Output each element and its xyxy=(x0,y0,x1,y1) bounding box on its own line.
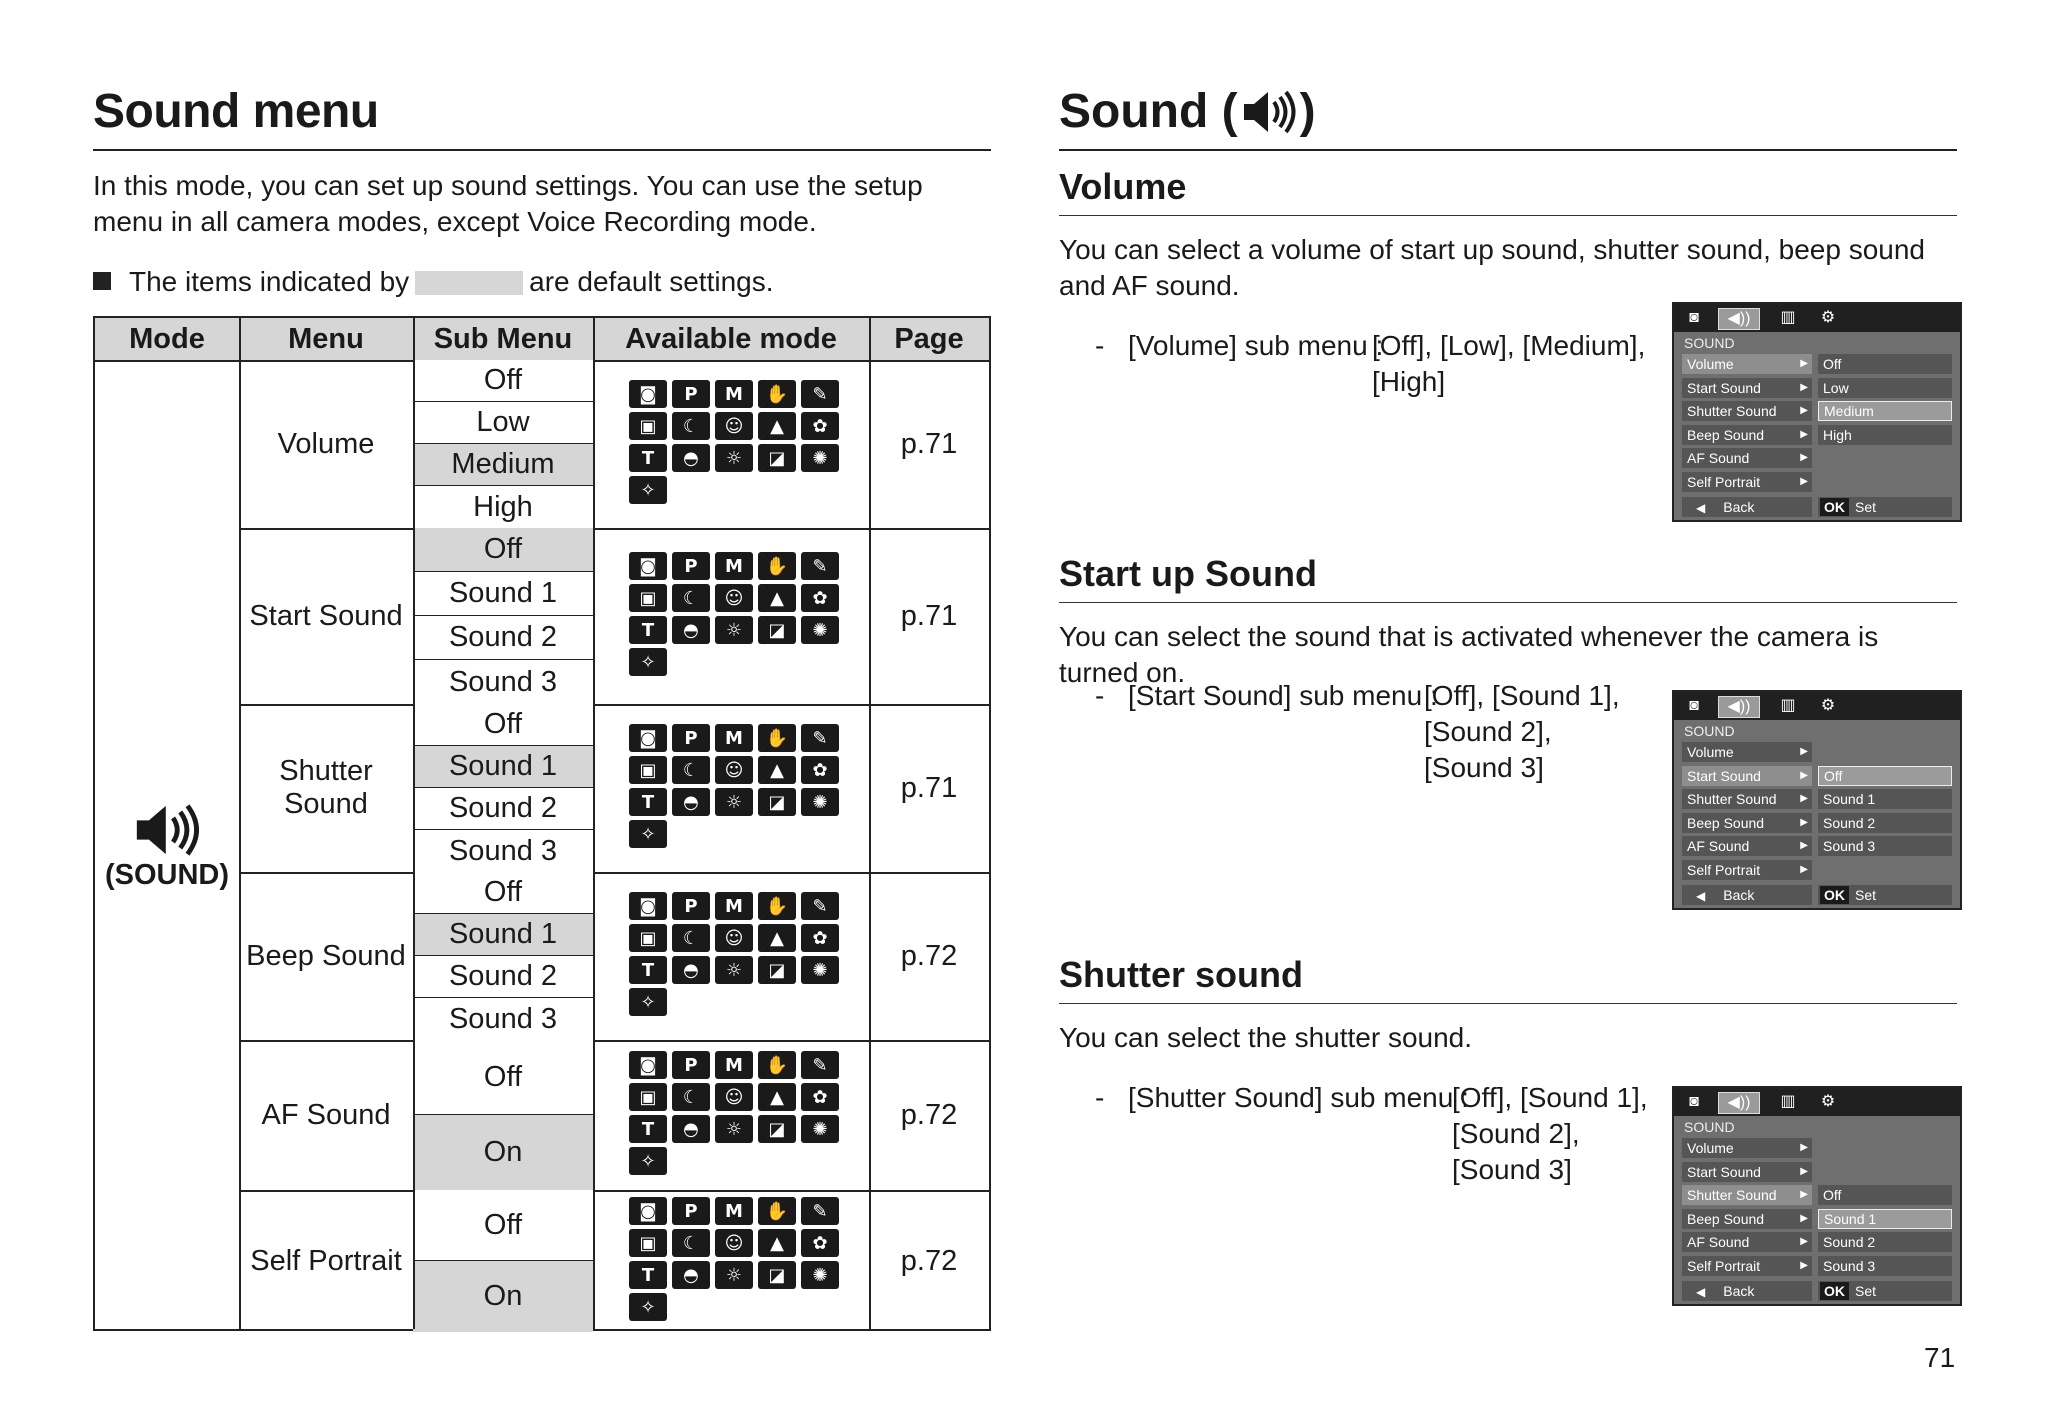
screen-arrow-right-icon: ▶ xyxy=(1800,840,1808,851)
table-submenu-cell: Sound 1 xyxy=(413,572,593,616)
screen-option: Sound 3 xyxy=(1818,1256,1952,1276)
mode-M-icon: M xyxy=(715,724,753,752)
page-number: 71 xyxy=(1924,1342,1956,1373)
table-submenu-cell: Low xyxy=(413,402,593,444)
table-submenu-cell: Sound 3 xyxy=(413,998,593,1040)
available-mode-icons xyxy=(629,892,839,1016)
screen-sound-tab-icon: ◀)) xyxy=(1718,696,1760,718)
screen-set-button xyxy=(1818,885,1952,905)
screen-camera-tab-icon: ◙ xyxy=(1689,1093,1699,1110)
beach-snow-icon: ✧ xyxy=(629,1147,667,1175)
screen-arrow-right-icon: ▶ xyxy=(1800,746,1808,757)
dis-icon: ✋ xyxy=(758,724,796,752)
portrait-icon: ☺ xyxy=(715,924,753,952)
program-icon: P xyxy=(672,552,710,580)
screen-display-tab-icon: ▥ xyxy=(1780,697,1796,714)
screen-settings-tab-icon: ⚙ xyxy=(1820,1093,1836,1110)
screen-back-button xyxy=(1682,497,1812,517)
photo-help-icon: ✎ xyxy=(801,1197,839,1225)
right-title-close: ) xyxy=(1299,85,1316,138)
movie-icon: ▣ xyxy=(629,756,667,784)
table-page-cell: p.72 xyxy=(900,1244,958,1277)
table-page-cell: p.71 xyxy=(900,427,958,460)
sunset-icon: ◓ xyxy=(672,1261,710,1289)
movie-icon: ▣ xyxy=(629,412,667,440)
night-icon: ☾ xyxy=(672,924,710,952)
section-heading-volume: Volume xyxy=(1059,166,1187,207)
table-menu-cell: Volume xyxy=(277,427,375,460)
auto-camera-icon: ◙ xyxy=(629,552,667,580)
table-submenu-cell: Sound 3 xyxy=(413,830,593,872)
table-menu-cell: Beep Sound xyxy=(246,939,406,972)
screen-camera-tab-icon: ◙ xyxy=(1689,309,1699,326)
screen-arrow-right-icon: ▶ xyxy=(1800,1165,1808,1177)
table-submenu-cell: Sound 2 xyxy=(413,956,593,998)
available-mode-icons xyxy=(629,1197,839,1321)
dis-icon: ✋ xyxy=(758,1197,796,1225)
screen-menu-item-label: Beep Sound xyxy=(1687,426,1765,443)
mode-label: (SOUND) xyxy=(104,858,230,891)
screen-menu-item xyxy=(1682,742,1812,762)
table-submenu-cell: On xyxy=(413,1261,593,1332)
screen-sound-tab-icon: ◀)) xyxy=(1718,308,1760,330)
screen-menu-item-label: Beep Sound xyxy=(1687,1210,1765,1227)
screen-caption: SOUND xyxy=(1684,723,1735,739)
portrait-icon: ☺ xyxy=(715,412,753,440)
screen-ok-key: OK xyxy=(1820,1282,1849,1300)
screen-option: Sound 2 xyxy=(1818,1232,1952,1252)
mode-T-icon: T xyxy=(629,1115,667,1143)
screen-menu-item-label: Self Portrait xyxy=(1687,1257,1761,1274)
photo-help-icon: ✎ xyxy=(801,1051,839,1079)
beach-snow-icon: ✧ xyxy=(629,988,667,1016)
table-submenu-cell: High xyxy=(413,486,593,528)
screen-menu-item xyxy=(1682,766,1812,786)
backlight-icon: ◪ xyxy=(758,1261,796,1289)
backlight-icon: ◪ xyxy=(758,956,796,984)
left-page-title: Sound menu xyxy=(93,85,379,138)
backlight-icon: ◪ xyxy=(758,1115,796,1143)
backlight-icon: ◪ xyxy=(758,616,796,644)
shutter-sound-bullet-line-3: [Sound 3] xyxy=(1452,1154,1572,1185)
photo-help-icon: ✎ xyxy=(801,552,839,580)
section-heading-shutter-sound: Shutter sound xyxy=(1059,954,1303,995)
movie-icon: ▣ xyxy=(629,1083,667,1111)
firework-icon: ✺ xyxy=(801,616,839,644)
speaker-icon xyxy=(1240,88,1298,136)
night-icon: ☾ xyxy=(672,756,710,784)
table-page-cell: p.71 xyxy=(900,771,958,804)
beach-snow-icon: ✧ xyxy=(629,476,667,504)
screen-ok-key: OK xyxy=(1820,498,1849,516)
beach-snow-icon: ✧ xyxy=(629,648,667,676)
screen-left-key-icon: ◀ xyxy=(1696,889,1706,903)
screen-set-label: Set xyxy=(1855,499,1877,515)
screen-option: Off xyxy=(1818,354,1952,374)
dawn-icon: ☼ xyxy=(715,788,753,816)
start-sound-bullet-line-1: [Off], [Sound 1], xyxy=(1424,680,1620,711)
landscape-icon: ▲ xyxy=(758,412,796,440)
landscape-icon: ▲ xyxy=(758,756,796,784)
night-icon: ☾ xyxy=(672,584,710,612)
screen-arrow-right-icon: ▶ xyxy=(1800,1142,1808,1153)
auto-camera-icon: ◙ xyxy=(629,892,667,920)
screen-set-button xyxy=(1818,1281,1952,1301)
landscape-icon: ▲ xyxy=(758,924,796,952)
speaker-icon xyxy=(132,801,202,859)
dis-icon: ✋ xyxy=(758,1051,796,1079)
program-icon: P xyxy=(672,892,710,920)
volume-bullet-label: [Volume] sub menu : xyxy=(1128,330,1384,361)
screen-option: Sound 1 xyxy=(1818,1209,1952,1229)
screen-menu-item-label: Self Portrait xyxy=(1687,473,1761,490)
screen-menu-item xyxy=(1682,354,1812,374)
table-submenu-cell: Off xyxy=(413,528,593,572)
mode-T-icon: T xyxy=(629,616,667,644)
closeup-icon: ✿ xyxy=(801,924,839,952)
mode-M-icon: M xyxy=(715,1051,753,1079)
screen-back-button xyxy=(1682,885,1812,905)
closeup-icon: ✿ xyxy=(801,1229,839,1257)
movie-icon: ▣ xyxy=(629,924,667,952)
photo-help-icon: ✎ xyxy=(801,380,839,408)
screen-option: Sound 2 xyxy=(1818,813,1952,833)
landscape-icon: ▲ xyxy=(758,584,796,612)
screen-back-label: Back xyxy=(1723,887,1755,903)
program-icon: P xyxy=(672,1197,710,1225)
screen-caption: SOUND xyxy=(1684,335,1735,351)
mode-T-icon: T xyxy=(629,444,667,472)
screen-arrow-right-icon: ▶ xyxy=(1800,1259,1808,1271)
auto-camera-icon: ◙ xyxy=(629,1197,667,1225)
start-sound-bullet-line-3: [Sound 3] xyxy=(1424,752,1544,783)
closeup-icon: ✿ xyxy=(801,412,839,440)
volume-bullet: - xyxy=(1095,330,1105,361)
default-swatch xyxy=(415,271,523,295)
default-note xyxy=(93,264,993,300)
screen-menu-item-label: AF Sound xyxy=(1687,1234,1750,1250)
movie-icon: ▣ xyxy=(629,1229,667,1257)
screen-arrow-right-icon: ▶ xyxy=(1800,1236,1808,1247)
shutter-sound-text: You can select the shutter sound. xyxy=(1059,1022,1473,1053)
screen-arrow-right-icon: ▶ xyxy=(1800,1189,1808,1200)
screen-display-tab-icon: ▥ xyxy=(1780,1093,1796,1110)
screen-menu-item-label: Volume xyxy=(1687,1140,1734,1156)
screen-option: Sound 1 xyxy=(1818,789,1952,809)
firework-icon: ✺ xyxy=(801,444,839,472)
table-menu-cell: Self Portrait xyxy=(250,1244,402,1277)
screen-bottom-bar xyxy=(1682,497,1952,517)
table-column-rule xyxy=(239,318,241,1329)
table-submenu-cell: Off xyxy=(413,360,593,402)
screen-menu-item-label: Volume xyxy=(1687,744,1734,760)
screen-menu-item-label: AF Sound xyxy=(1687,838,1750,854)
shutter-sound-bullet-label: [Shutter Sound] sub menu : xyxy=(1128,1082,1469,1113)
screen-sound-tab-icon: ◀)) xyxy=(1718,1092,1760,1114)
screen-menu-item xyxy=(1682,448,1812,468)
section-rule-volume xyxy=(1059,215,1957,216)
table-menu-cell: Start Sound xyxy=(249,599,403,632)
sunset-icon: ◓ xyxy=(672,1115,710,1143)
screen-back-label: Back xyxy=(1723,499,1755,515)
screen-ok-key: OK xyxy=(1820,886,1849,904)
firework-icon: ✺ xyxy=(801,1115,839,1143)
screen-arrow-right-icon: ▶ xyxy=(1800,769,1808,781)
screen-menu-item-label: Shutter Sound xyxy=(1687,791,1777,807)
screen-option: Off xyxy=(1818,1185,1952,1205)
screen-back-button xyxy=(1682,1281,1812,1301)
screen-menu-item xyxy=(1682,813,1812,833)
sunset-icon: ◓ xyxy=(672,788,710,816)
screen-menu-item xyxy=(1682,472,1812,492)
dawn-icon: ☼ xyxy=(715,444,753,472)
screen-option: Medium xyxy=(1818,401,1952,421)
left-title-rule xyxy=(93,149,991,151)
table-submenu-cell: Sound 3 xyxy=(413,660,593,704)
firework-icon: ✺ xyxy=(801,1261,839,1289)
table-submenu-cell: Off xyxy=(413,872,593,914)
screen-bottom-bar xyxy=(1682,885,1952,905)
sunset-icon: ◓ xyxy=(672,956,710,984)
screen-set-label: Set xyxy=(1855,1283,1877,1299)
portrait-icon: ☺ xyxy=(715,1229,753,1257)
table-submenu-cell: Medium xyxy=(413,444,593,486)
movie-icon: ▣ xyxy=(629,584,667,612)
screen-settings-tab-icon: ⚙ xyxy=(1820,309,1836,326)
table-page-cell: p.71 xyxy=(900,599,958,632)
screen-menu-item-label: Start Sound xyxy=(1687,379,1761,396)
sunset-icon: ◓ xyxy=(672,444,710,472)
night-icon: ☾ xyxy=(672,412,710,440)
screen-settings-tab-icon: ⚙ xyxy=(1820,697,1836,714)
screen-set-label: Set xyxy=(1855,887,1877,903)
table-header-cell: Mode xyxy=(95,318,239,360)
right-title-rule xyxy=(1059,149,1957,151)
screen-camera-tab-icon: ◙ xyxy=(1689,697,1699,714)
beach-snow-icon: ✧ xyxy=(629,1293,667,1321)
screen-back-label: Back xyxy=(1723,1283,1755,1299)
portrait-icon: ☺ xyxy=(715,1083,753,1111)
screen-bottom-bar xyxy=(1682,1281,1952,1301)
table-header-cell: Menu xyxy=(239,318,413,360)
screen-menu-item xyxy=(1682,401,1812,421)
closeup-icon: ✿ xyxy=(801,756,839,784)
table-menu-cell: Shutter Sound xyxy=(279,755,373,820)
mode-M-icon: M xyxy=(715,1197,753,1225)
screen-arrow-right-icon: ▶ xyxy=(1800,381,1808,393)
note-before: The items indicated by xyxy=(129,266,410,297)
table-header-cell: Available mode xyxy=(593,318,869,360)
table-page-cell: p.72 xyxy=(900,939,958,972)
start-sound-bullet-label: [Start Sound] sub menu : xyxy=(1128,680,1438,711)
dawn-icon: ☼ xyxy=(715,1261,753,1289)
screen-arrow-right-icon: ▶ xyxy=(1800,863,1808,875)
photo-help-icon: ✎ xyxy=(801,724,839,752)
screen-menu-item-label: Start Sound xyxy=(1687,767,1761,784)
shutter-sound-bullet-line-2: [Sound 2], xyxy=(1452,1118,1580,1149)
beach-snow-icon: ✧ xyxy=(629,820,667,848)
mode-T-icon: T xyxy=(629,1261,667,1289)
screen-menu-item-label: Volume xyxy=(1687,356,1734,372)
screen-menu-item xyxy=(1682,1185,1812,1205)
dawn-icon: ☼ xyxy=(715,616,753,644)
backlight-icon: ◪ xyxy=(758,788,796,816)
screen-menu-item xyxy=(1682,1209,1812,1229)
available-mode-icons xyxy=(629,1051,839,1175)
screen-left-key-icon: ◀ xyxy=(1696,1285,1706,1299)
screen-menu-item xyxy=(1682,378,1812,398)
available-mode-icons xyxy=(629,724,839,848)
screen-set-button xyxy=(1818,497,1952,517)
start-sound-bullet-line-2: [Sound 2], xyxy=(1424,716,1552,747)
mode-M-icon: M xyxy=(715,552,753,580)
mode-M-icon: M xyxy=(715,380,753,408)
screen-menu-item xyxy=(1682,789,1812,809)
screen-menu-item-label: Start Sound xyxy=(1687,1163,1761,1180)
intro-text: In this mode, you can set up sound settings. You can use the setup menu in all camera modes, except Voice Recording mode. xyxy=(93,170,923,237)
note-after: are default settings. xyxy=(529,266,774,297)
section-rule-shutter-sound xyxy=(1059,1003,1957,1004)
camera-screen-volume xyxy=(1672,302,1962,522)
table-submenu-cell: Sound 1 xyxy=(413,914,593,956)
screen-display-tab-icon: ▥ xyxy=(1780,309,1796,326)
night-icon: ☾ xyxy=(672,1229,710,1257)
program-icon: P xyxy=(672,1051,710,1079)
table-submenu-cell: Sound 1 xyxy=(413,746,593,788)
table-header-cell: Page xyxy=(869,318,989,360)
portrait-icon: ☺ xyxy=(715,584,753,612)
night-icon: ☾ xyxy=(672,1083,710,1111)
auto-camera-icon: ◙ xyxy=(629,1051,667,1079)
bullet-square-icon xyxy=(93,272,111,290)
screen-left-key-icon: ◀ xyxy=(1696,501,1706,515)
closeup-icon: ✿ xyxy=(801,1083,839,1111)
program-icon: P xyxy=(672,380,710,408)
screen-menu-item xyxy=(1682,860,1812,880)
screen-arrow-right-icon: ▶ xyxy=(1800,816,1808,828)
dis-icon: ✋ xyxy=(758,552,796,580)
screen-menu-item-label: Shutter Sound xyxy=(1687,403,1777,419)
volume-bullet-line-2: [High] xyxy=(1372,366,1446,397)
table-page-cell: p.72 xyxy=(900,1098,958,1131)
screen-tab-bar xyxy=(1674,692,1960,720)
screen-menu-item xyxy=(1682,836,1812,856)
landscape-icon: ▲ xyxy=(758,1229,796,1257)
shutter-sound-bullet: - xyxy=(1095,1082,1105,1113)
screen-menu-item xyxy=(1682,1162,1812,1182)
table-submenu-cell: Off xyxy=(413,1040,593,1115)
screen-caption: SOUND xyxy=(1684,1119,1735,1135)
sunset-icon: ◓ xyxy=(672,616,710,644)
screen-arrow-right-icon: ▶ xyxy=(1800,793,1808,804)
screen-menu-item xyxy=(1682,1138,1812,1158)
camera-screen-shutter-sound xyxy=(1672,1086,1962,1306)
dis-icon: ✋ xyxy=(758,892,796,920)
right-page-title xyxy=(1059,84,1316,139)
screen-menu-item-label: Beep Sound xyxy=(1687,814,1765,831)
section-rule-start-sound xyxy=(1059,602,1957,603)
table-column-rule xyxy=(869,318,871,1329)
table-submenu-cell: Sound 2 xyxy=(413,616,593,660)
dis-icon: ✋ xyxy=(758,380,796,408)
screen-tab-bar xyxy=(1674,304,1960,332)
table-column-rule xyxy=(413,318,415,1329)
mode-T-icon: T xyxy=(629,788,667,816)
firework-icon: ✺ xyxy=(801,956,839,984)
camera-screen-start-sound xyxy=(1672,690,1962,910)
volume-bullet-line-1: [Off], [Low], [Medium], xyxy=(1372,330,1646,361)
table-submenu-cell: Off xyxy=(413,704,593,746)
screen-menu-item-label: Shutter Sound xyxy=(1687,1187,1777,1203)
table-column-rule xyxy=(593,318,595,1329)
screen-arrow-right-icon: ▶ xyxy=(1800,405,1808,416)
table-submenu-cell: Off xyxy=(413,1190,593,1261)
volume-text: You can select a volume of start up sound, shutter sound, beep sound and AF sound. xyxy=(1059,234,1925,301)
available-mode-icons xyxy=(629,552,839,676)
auto-camera-icon: ◙ xyxy=(629,380,667,408)
shutter-sound-bullet-line-1: [Off], [Sound 1], xyxy=(1452,1082,1648,1113)
photo-help-icon: ✎ xyxy=(801,892,839,920)
screen-tab-bar xyxy=(1674,1088,1960,1116)
screen-option: Sound 3 xyxy=(1818,836,1952,856)
section-heading-start-sound: Start up Sound xyxy=(1059,553,1317,594)
mode-T-icon: T xyxy=(629,956,667,984)
screen-option: High xyxy=(1818,425,1952,445)
table-menu-cell: AF Sound xyxy=(261,1098,391,1131)
screen-arrow-right-icon: ▶ xyxy=(1800,428,1808,440)
screen-menu-item-label: Self Portrait xyxy=(1687,861,1761,878)
landscape-icon: ▲ xyxy=(758,1083,796,1111)
auto-camera-icon: ◙ xyxy=(629,724,667,752)
table-submenu-cell: Sound 2 xyxy=(413,788,593,830)
closeup-icon: ✿ xyxy=(801,584,839,612)
start-sound-bullet: - xyxy=(1095,680,1105,711)
program-icon: P xyxy=(672,724,710,752)
firework-icon: ✺ xyxy=(801,788,839,816)
screen-arrow-right-icon: ▶ xyxy=(1800,358,1808,369)
table-submenu-cell: On xyxy=(413,1115,593,1190)
dawn-icon: ☼ xyxy=(715,1115,753,1143)
sound-menu-table xyxy=(93,316,991,1331)
portrait-icon: ☺ xyxy=(715,756,753,784)
screen-option: Off xyxy=(1818,766,1952,786)
dawn-icon: ☼ xyxy=(715,956,753,984)
screen-menu-item xyxy=(1682,1256,1812,1276)
screen-option: Low xyxy=(1818,378,1952,398)
right-title-text: Sound ( xyxy=(1059,85,1238,138)
screen-arrow-right-icon: ▶ xyxy=(1800,452,1808,463)
start-sound-text: You can select the sound that is activated whenever the camera is turned on. xyxy=(1059,621,1879,688)
mode-cell xyxy=(95,360,239,1332)
screen-menu-item-label: AF Sound xyxy=(1687,450,1750,466)
screen-menu-item xyxy=(1682,1232,1812,1252)
available-mode-icons xyxy=(629,380,839,504)
screen-arrow-right-icon: ▶ xyxy=(1800,1212,1808,1224)
screen-menu-item xyxy=(1682,425,1812,445)
table-header-cell: Sub Menu xyxy=(413,318,593,360)
mode-M-icon: M xyxy=(715,892,753,920)
screen-arrow-right-icon: ▶ xyxy=(1800,475,1808,487)
backlight-icon: ◪ xyxy=(758,444,796,472)
